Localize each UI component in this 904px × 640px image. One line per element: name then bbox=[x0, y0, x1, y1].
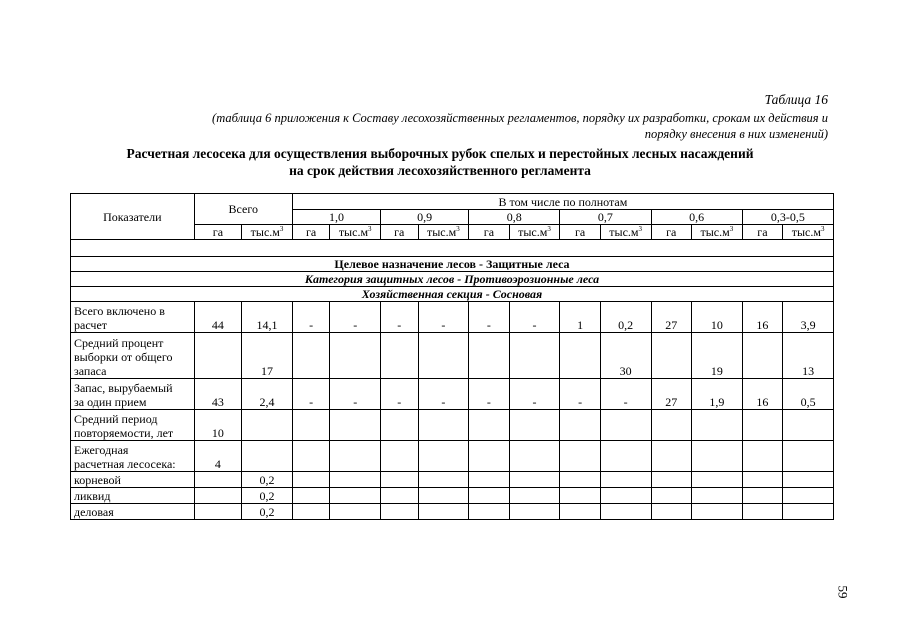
unit-superscript: 3 bbox=[368, 225, 372, 233]
row-label-line: Ежегодная bbox=[74, 443, 129, 457]
table-cell bbox=[381, 504, 418, 520]
table-cell: 4 bbox=[194, 441, 242, 472]
table-cell: 10 bbox=[692, 302, 743, 333]
spacer-row bbox=[71, 240, 834, 257]
table-cell bbox=[418, 410, 469, 441]
table-cell bbox=[330, 333, 381, 379]
table-cell: 30 bbox=[600, 333, 651, 379]
table-cell: - bbox=[418, 379, 469, 410]
table-cell bbox=[783, 472, 834, 488]
table-cell bbox=[783, 504, 834, 520]
table-cell: 44 bbox=[194, 302, 242, 333]
table-cell: 17 bbox=[242, 333, 293, 379]
table-cell bbox=[560, 488, 601, 504]
row-label-line: запаса bbox=[74, 364, 107, 378]
table-cell bbox=[742, 504, 783, 520]
table-cell: - bbox=[509, 302, 560, 333]
table-cell bbox=[469, 504, 510, 520]
row-label bbox=[71, 504, 195, 520]
table-row bbox=[71, 504, 834, 520]
row-label-line: расчет bbox=[74, 318, 108, 332]
table-cell bbox=[560, 441, 601, 472]
header-density: 0,6 bbox=[651, 210, 742, 225]
table-cell bbox=[600, 504, 651, 520]
section-economic: Хозяйственная секция - Сосновая bbox=[71, 287, 834, 302]
section-purpose: Целевое назначение лесов - Защитные леса bbox=[71, 257, 834, 272]
unit-thousand-m3-base: тыс.м bbox=[791, 225, 821, 239]
header-density: 0,7 bbox=[560, 210, 651, 225]
table-cell bbox=[692, 410, 743, 441]
row-label-line: выборки от общего bbox=[74, 350, 173, 364]
unit-superscript: 3 bbox=[279, 225, 284, 233]
appendix-reference-line2: порядку внесения в них изменений) bbox=[644, 127, 828, 141]
section-row bbox=[71, 287, 834, 302]
table-cell: 2,4 bbox=[242, 379, 293, 410]
row-label bbox=[71, 441, 195, 472]
table-cell: - bbox=[381, 379, 418, 410]
table-cell bbox=[783, 441, 834, 472]
unit-thousand-m3-base: тыс.м bbox=[250, 225, 280, 239]
unit-ha: га bbox=[560, 225, 601, 240]
table-cell bbox=[560, 504, 601, 520]
table-cell: 0,2 bbox=[242, 472, 293, 488]
table-cell bbox=[194, 333, 242, 379]
table-cell: 10 bbox=[194, 410, 242, 441]
row-label-line: Средний период bbox=[74, 412, 158, 426]
table-cell bbox=[600, 410, 651, 441]
unit-thousand-m3-base: тыс.м bbox=[609, 225, 639, 239]
table-cell bbox=[692, 488, 743, 504]
unit-thousand-m3-base: тыс.м bbox=[338, 225, 369, 239]
table-cell bbox=[651, 472, 692, 488]
table-cell bbox=[469, 333, 510, 379]
empty-cell bbox=[71, 240, 834, 257]
table-cell bbox=[418, 504, 469, 520]
table-cell bbox=[330, 488, 381, 504]
table-cell bbox=[742, 333, 783, 379]
row-label-line: Всего включено в bbox=[74, 304, 165, 318]
header-by-density: В том числе по полнотам bbox=[292, 194, 833, 210]
row-label bbox=[71, 410, 195, 441]
table-cell bbox=[783, 410, 834, 441]
table-cell bbox=[509, 410, 560, 441]
row-label bbox=[71, 379, 195, 410]
unit-thousand-m3 bbox=[418, 225, 469, 240]
table-cell: - bbox=[509, 379, 560, 410]
allowable-cut-table bbox=[70, 193, 834, 520]
table-cell bbox=[469, 488, 510, 504]
appendix-reference-line1: (таблица 6 приложения к Составу лесохозяйственных регламентов, порядку их разработки, срокам их действия и bbox=[212, 111, 828, 125]
header-indicators: Показатели bbox=[71, 194, 195, 240]
header-density: 0,3-0,5 bbox=[742, 210, 833, 225]
unit-thousand-m3-base: тыс.м bbox=[518, 225, 548, 239]
header-density: 1,0 bbox=[292, 210, 380, 225]
table-cell bbox=[509, 472, 560, 488]
unit-thousand-m3 bbox=[600, 225, 651, 240]
row-label bbox=[71, 472, 195, 488]
table-cell: 43 bbox=[194, 379, 242, 410]
unit-thousand-m3-base: тыс.м bbox=[700, 225, 730, 239]
row-label bbox=[71, 488, 195, 504]
table-cell bbox=[381, 410, 418, 441]
header-density: 0,8 bbox=[469, 210, 560, 225]
row-label-line: деловая bbox=[74, 505, 114, 519]
table-cell: - bbox=[381, 302, 418, 333]
table-cell: - bbox=[469, 379, 510, 410]
table-cell bbox=[381, 333, 418, 379]
table-cell bbox=[418, 472, 469, 488]
unit-thousand-m3 bbox=[330, 225, 381, 240]
table-cell: - bbox=[292, 302, 329, 333]
table-cell bbox=[560, 333, 601, 379]
unit-thousand-m3-base: тыс.м bbox=[426, 225, 457, 239]
table-cell bbox=[651, 333, 692, 379]
table-cell bbox=[469, 441, 510, 472]
table-cell: 16 bbox=[742, 379, 783, 410]
unit-ha: га bbox=[742, 225, 783, 240]
table-cell: 1,9 bbox=[692, 379, 743, 410]
table-cell: 19 bbox=[692, 333, 743, 379]
table-cell bbox=[783, 488, 834, 504]
row-label bbox=[71, 302, 195, 333]
row-label-line: за один прием bbox=[74, 395, 147, 409]
table-cell bbox=[381, 441, 418, 472]
table-cell bbox=[292, 504, 329, 520]
table-cell bbox=[742, 472, 783, 488]
unit-thousand-m3 bbox=[509, 225, 560, 240]
table-row bbox=[71, 379, 834, 410]
table-row bbox=[71, 472, 834, 488]
table-cell bbox=[469, 472, 510, 488]
table-cell bbox=[560, 472, 601, 488]
table-cell: - bbox=[469, 302, 510, 333]
table-cell bbox=[330, 472, 381, 488]
unit-superscript: 3 bbox=[820, 225, 825, 233]
table-cell bbox=[330, 504, 381, 520]
unit-thousand-m3 bbox=[242, 225, 293, 240]
unit-superscript: 3 bbox=[456, 225, 460, 233]
page-number: 59 bbox=[835, 585, 851, 599]
unit-ha: га bbox=[469, 225, 510, 240]
table-cell bbox=[292, 441, 329, 472]
table-cell bbox=[194, 504, 242, 520]
table-cell bbox=[600, 441, 651, 472]
table-cell bbox=[692, 504, 743, 520]
table-cell: - bbox=[560, 379, 601, 410]
table-cell bbox=[509, 488, 560, 504]
header-total: Всего bbox=[194, 194, 292, 225]
row-label-line: ликвид bbox=[74, 489, 111, 503]
row-label bbox=[71, 333, 195, 379]
table-row bbox=[71, 410, 834, 441]
table-row bbox=[71, 302, 834, 333]
table-cell: - bbox=[292, 379, 329, 410]
unit-superscript: 3 bbox=[547, 225, 551, 233]
table-cell bbox=[509, 504, 560, 520]
table-cell bbox=[381, 472, 418, 488]
row-label-line: расчетная лесосека: bbox=[74, 457, 176, 471]
table-cell bbox=[381, 488, 418, 504]
table-row bbox=[71, 441, 834, 472]
table-cell: 0,2 bbox=[242, 488, 293, 504]
header-density: 0,9 bbox=[381, 210, 469, 225]
table-cell bbox=[469, 410, 510, 441]
table-cell bbox=[560, 410, 601, 441]
table-cell: 14,1 bbox=[242, 302, 293, 333]
table-cell bbox=[418, 441, 469, 472]
table-cell bbox=[651, 504, 692, 520]
table-cell bbox=[292, 333, 329, 379]
table-cell: 16 bbox=[742, 302, 783, 333]
table-cell bbox=[418, 488, 469, 504]
table-cell bbox=[509, 333, 560, 379]
table-cell bbox=[651, 488, 692, 504]
table-cell: 0,2 bbox=[600, 302, 651, 333]
table-cell: - bbox=[330, 302, 381, 333]
table-cell bbox=[692, 472, 743, 488]
table-cell: 0,2 bbox=[242, 504, 293, 520]
table-cell bbox=[292, 410, 329, 441]
row-label-line: Средний процент bbox=[74, 336, 164, 350]
table-cell: - bbox=[418, 302, 469, 333]
table-cell bbox=[292, 488, 329, 504]
row-label-line: корневой bbox=[74, 473, 121, 487]
table-number-caption: Таблица 16 bbox=[764, 92, 828, 107]
table-cell bbox=[242, 410, 293, 441]
table-cell: 27 bbox=[651, 302, 692, 333]
table-cell bbox=[242, 441, 293, 472]
table-cell bbox=[651, 410, 692, 441]
table-cell bbox=[330, 410, 381, 441]
section-row bbox=[71, 257, 834, 272]
table-cell bbox=[330, 441, 381, 472]
row-label-line: Запас, вырубаемый bbox=[74, 381, 173, 395]
unit-superscript: 3 bbox=[729, 225, 734, 233]
table-cell bbox=[600, 472, 651, 488]
table-cell bbox=[194, 472, 242, 488]
table-cell bbox=[692, 441, 743, 472]
table-cell bbox=[742, 488, 783, 504]
unit-ha: га bbox=[381, 225, 418, 240]
table-cell: 13 bbox=[783, 333, 834, 379]
table-cell: 0,5 bbox=[783, 379, 834, 410]
table-cell bbox=[742, 410, 783, 441]
table-cell bbox=[600, 488, 651, 504]
table-title-line1: Расчетная лесосека для осуществления выборочных рубок спелых и перестойных лесных насаждений bbox=[126, 146, 754, 161]
table-cell bbox=[418, 333, 469, 379]
section-category: Категория защитных лесов - Противоэрозионные леса bbox=[71, 272, 834, 287]
row-label-line: повторяемости, лет bbox=[74, 426, 174, 440]
table-cell: 3,9 bbox=[783, 302, 834, 333]
table-cell bbox=[651, 441, 692, 472]
table-cell: - bbox=[330, 379, 381, 410]
table-cell: - bbox=[600, 379, 651, 410]
unit-ha: га bbox=[651, 225, 692, 240]
unit-thousand-m3 bbox=[783, 225, 834, 240]
table-cell: 27 bbox=[651, 379, 692, 410]
table-cell bbox=[742, 441, 783, 472]
table-row bbox=[71, 488, 834, 504]
table-cell: 1 bbox=[560, 302, 601, 333]
table-cell bbox=[292, 472, 329, 488]
unit-thousand-m3 bbox=[692, 225, 743, 240]
table-cell bbox=[194, 488, 242, 504]
unit-ha: га bbox=[292, 225, 329, 240]
table-row bbox=[71, 333, 834, 379]
section-row bbox=[71, 272, 834, 287]
unit-ha: га bbox=[194, 225, 242, 240]
table-title-line2: на срок действия лесохозяйственного регламента bbox=[289, 163, 591, 178]
table-cell bbox=[509, 441, 560, 472]
unit-superscript: 3 bbox=[638, 225, 643, 233]
